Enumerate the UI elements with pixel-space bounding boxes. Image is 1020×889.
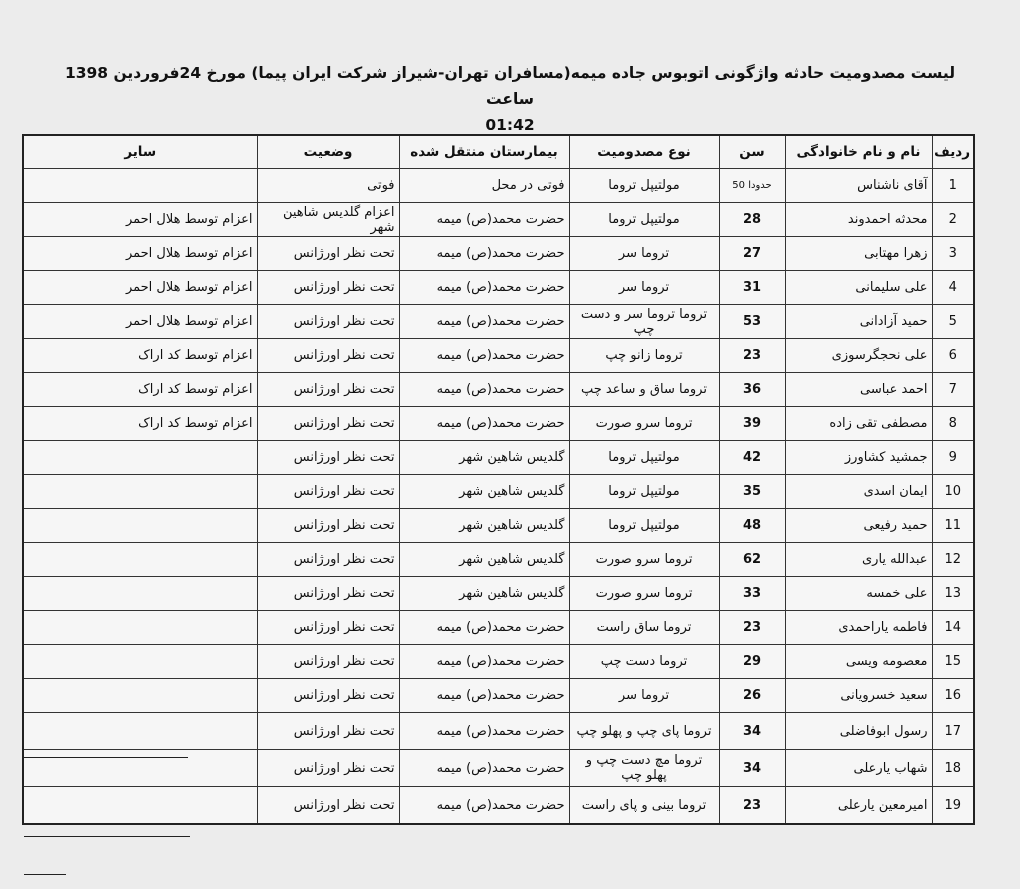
table-row (23, 679, 974, 713)
header-age: سن (719, 135, 785, 169)
cell-other (23, 509, 257, 543)
cell-injury: تروما سرو صورت (569, 407, 719, 441)
cell-hospital: گلدیس شاهین شهر (399, 577, 569, 611)
cell-other (23, 577, 257, 611)
cell-name: امیرمعین یارعلی (785, 787, 932, 825)
cell-injury: تروما مچ دست چپ و پهلو چپ (569, 750, 719, 787)
cell-injury: مولتیپل تروما (569, 203, 719, 237)
cell-injury: تروما تروما سر و دست چپ (569, 305, 719, 339)
cell-name: ایمان اسدی (785, 475, 932, 509)
cell-age: 23 (719, 787, 785, 825)
cell-status: تحت نظر اورژانس (257, 750, 399, 787)
cell-injury: تروما بینی و پای راست (569, 787, 719, 825)
cell-hospital: گلدیس شاهین شهر (399, 543, 569, 577)
cell-num: 14 (932, 611, 974, 645)
cell-age: 23 (719, 611, 785, 645)
cell-name: معصومه ویسی (785, 645, 932, 679)
cell-age: 36 (719, 373, 785, 407)
cell-name: زهرا مهتابی (785, 237, 932, 271)
cell-injury: تروما زانو چپ (569, 339, 719, 373)
scan-edge-line (24, 757, 188, 758)
cell-other (23, 611, 257, 645)
cell-injury: تروما سر (569, 679, 719, 713)
casualty-table (22, 134, 975, 825)
table-row (23, 611, 974, 645)
table-row (23, 441, 974, 475)
cell-other (23, 750, 257, 787)
cell-hospital: حضرت محمد(ص) میمه (399, 713, 569, 750)
cell-status: تحت نظر اورژانس (257, 373, 399, 407)
cell-other (23, 441, 257, 475)
cell-hospital: گلدیس شاهین شهر (399, 475, 569, 509)
cell-hospital: حضرت محمد(ص) میمه (399, 237, 569, 271)
cell-status: تحت نظر اورژانس (257, 475, 399, 509)
cell-other (23, 713, 257, 750)
table-header-row (23, 135, 974, 169)
cell-other (23, 679, 257, 713)
cell-hospital: حضرت محمد(ص) میمه (399, 611, 569, 645)
cell-other: اعزام توسط کد اراک (23, 339, 257, 373)
cell-other (23, 645, 257, 679)
cell-name: شهاب یارعلی (785, 750, 932, 787)
cell-hospital: حضرت محمد(ص) میمه (399, 203, 569, 237)
cell-hospital: حضرت محمد(ص) میمه (399, 679, 569, 713)
cell-num: 1 (932, 169, 974, 203)
cell-num: 7 (932, 373, 974, 407)
cell-age: 26 (719, 679, 785, 713)
cell-age: 34 (719, 713, 785, 750)
cell-status: تحت نظر اورژانس (257, 611, 399, 645)
cell-num: 5 (932, 305, 974, 339)
cell-status: تحت نظر اورژانس (257, 713, 399, 750)
table-row (23, 713, 974, 750)
cell-num: 10 (932, 475, 974, 509)
cell-status: تحت نظر اورژانس (257, 645, 399, 679)
cell-age: 33 (719, 577, 785, 611)
cell-other (23, 787, 257, 825)
cell-age: 31 (719, 271, 785, 305)
title-line-1: لیست مصدومیت حادثه واژگونی اتوبوس جاده میمه(مسافران تهران-شیراز شرکت ایران پیما) مورخ 24فروردین 1398 ساعت (64, 64, 956, 108)
cell-status: تحت نظر اورژانس (257, 509, 399, 543)
table-row (23, 203, 974, 237)
cell-num: 6 (932, 339, 974, 373)
cell-num: 8 (932, 407, 974, 441)
cell-name: محدثه احمدوند (785, 203, 932, 237)
cell-num: 13 (932, 577, 974, 611)
cell-num: 9 (932, 441, 974, 475)
cell-hospital: حضرت محمد(ص) میمه (399, 645, 569, 679)
cell-hospital: حضرت محمد(ص) میمه (399, 271, 569, 305)
cell-status: تحت نظر اورژانس (257, 577, 399, 611)
cell-age: 29 (719, 645, 785, 679)
cell-status: تحت نظر اورژانس (257, 441, 399, 475)
scan-edge-line (24, 874, 66, 875)
cell-name: آقای ناشناس (785, 169, 932, 203)
cell-name: علی نحجگرسوزی (785, 339, 932, 373)
cell-age: 23 (719, 339, 785, 373)
cell-hospital: حضرت محمد(ص) میمه (399, 373, 569, 407)
cell-other: اعزام توسط هلال احمر (23, 203, 257, 237)
cell-num: 4 (932, 271, 974, 305)
cell-num: 15 (932, 645, 974, 679)
cell-num: 2 (932, 203, 974, 237)
cell-hospital: حضرت محمد(ص) میمه (399, 750, 569, 787)
table-row (23, 577, 974, 611)
cell-name: سعید خسرویانی (785, 679, 932, 713)
cell-other (23, 475, 257, 509)
header-hospital: بیمارستان منتقل شده (399, 135, 569, 169)
cell-status: تحت نظر اورژانس (257, 339, 399, 373)
cell-other: اعزام توسط کد اراک (23, 407, 257, 441)
cell-age: 53 (719, 305, 785, 339)
scan-edge-line (24, 836, 190, 837)
cell-num: 18 (932, 750, 974, 787)
cell-hospital: حضرت محمد(ص) میمه (399, 339, 569, 373)
cell-injury: مولتیپل تروما (569, 509, 719, 543)
table-row (23, 271, 974, 305)
cell-injury: مولتیپل تروما (569, 441, 719, 475)
header-name: نام و نام خانوادگی (785, 135, 932, 169)
cell-name: حمید آزادانی (785, 305, 932, 339)
cell-status: تحت نظر اورژانس (257, 787, 399, 825)
cell-age: 27 (719, 237, 785, 271)
cell-age: 39 (719, 407, 785, 441)
cell-name: احمد عباسی (785, 373, 932, 407)
cell-name: مصطفی تقی زاده (785, 407, 932, 441)
cell-num: 3 (932, 237, 974, 271)
table-row (23, 169, 974, 203)
cell-num: 16 (932, 679, 974, 713)
header-status: وضعیت (257, 135, 399, 169)
cell-age: 42 (719, 441, 785, 475)
cell-age: 28 (719, 203, 785, 237)
table-row (23, 305, 974, 339)
cell-injury: تروما پای چپ و پهلو چپ (569, 713, 719, 750)
cell-name: حمید رفیعی (785, 509, 932, 543)
cell-other (23, 169, 257, 203)
cell-other: اعزام توسط هلال احمر (23, 305, 257, 339)
cell-status: تحت نظر اورژانس (257, 543, 399, 577)
table-row (23, 750, 974, 787)
cell-hospital: گلدیس شاهین شهر (399, 441, 569, 475)
table-row (23, 475, 974, 509)
cell-other: اعزام توسط هلال احمر (23, 237, 257, 271)
cell-name: علی خمسه (785, 577, 932, 611)
cell-age: حدودا 50 (719, 169, 785, 203)
table-row (23, 787, 974, 825)
table-row (23, 645, 974, 679)
table-row (23, 509, 974, 543)
cell-status: تحت نظر اورژانس (257, 271, 399, 305)
cell-hospital: گلدیس شاهین شهر (399, 509, 569, 543)
cell-status: تحت نظر اورژانس (257, 407, 399, 441)
cell-status: فوتی (257, 169, 399, 203)
cell-name: فاطمه یاراحمدی (785, 611, 932, 645)
cell-age: 35 (719, 475, 785, 509)
cell-injury: مولتیپل تروما (569, 475, 719, 509)
cell-other: اعزام توسط کد اراک (23, 373, 257, 407)
cell-hospital: حضرت محمد(ص) میمه (399, 305, 569, 339)
table-row (23, 339, 974, 373)
cell-age: 48 (719, 509, 785, 543)
header-injury: نوع مصدومیت (569, 135, 719, 169)
cell-injury: مولتیپل تروما (569, 169, 719, 203)
cell-hospital: حضرت محمد(ص) میمه (399, 787, 569, 825)
cell-injury: تروما سر (569, 237, 719, 271)
cell-age: 62 (719, 543, 785, 577)
cell-name: عبدالله یاری (785, 543, 932, 577)
cell-status: تحت نظر اورژانس (257, 237, 399, 271)
document-title (60, 60, 960, 138)
cell-status: اعزام گلدیس شاهین شهر (257, 203, 399, 237)
header-other: سایر (23, 135, 257, 169)
cell-num: 12 (932, 543, 974, 577)
cell-injury: تروما سرو صورت (569, 543, 719, 577)
cell-status: تحت نظر اورژانس (257, 679, 399, 713)
cell-injury: تروما ساق و ساعد چپ (569, 373, 719, 407)
header-num: ردیف (932, 135, 974, 169)
cell-age: 34 (719, 750, 785, 787)
table-row (23, 543, 974, 577)
cell-num: 17 (932, 713, 974, 750)
cell-name: علی سلیمانی (785, 271, 932, 305)
cell-name: جمشید کشاورز (785, 441, 932, 475)
table-row (23, 407, 974, 441)
cell-name: رسول ابوفاضلی (785, 713, 932, 750)
cell-status: تحت نظر اورژانس (257, 305, 399, 339)
table-row (23, 237, 974, 271)
table-row (23, 373, 974, 407)
cell-injury: تروما دست چپ (569, 645, 719, 679)
cell-num: 19 (932, 787, 974, 825)
cell-injury: تروما ساق راست (569, 611, 719, 645)
title-line-2: 01:42 (485, 116, 535, 134)
cell-injury: تروما سرو صورت (569, 577, 719, 611)
cell-hospital: حضرت محمد(ص) میمه (399, 407, 569, 441)
cell-injury: تروما سر (569, 271, 719, 305)
cell-num: 11 (932, 509, 974, 543)
cell-other (23, 543, 257, 577)
cell-hospital: فوتی در محل (399, 169, 569, 203)
cell-other: اعزام توسط هلال احمر (23, 271, 257, 305)
